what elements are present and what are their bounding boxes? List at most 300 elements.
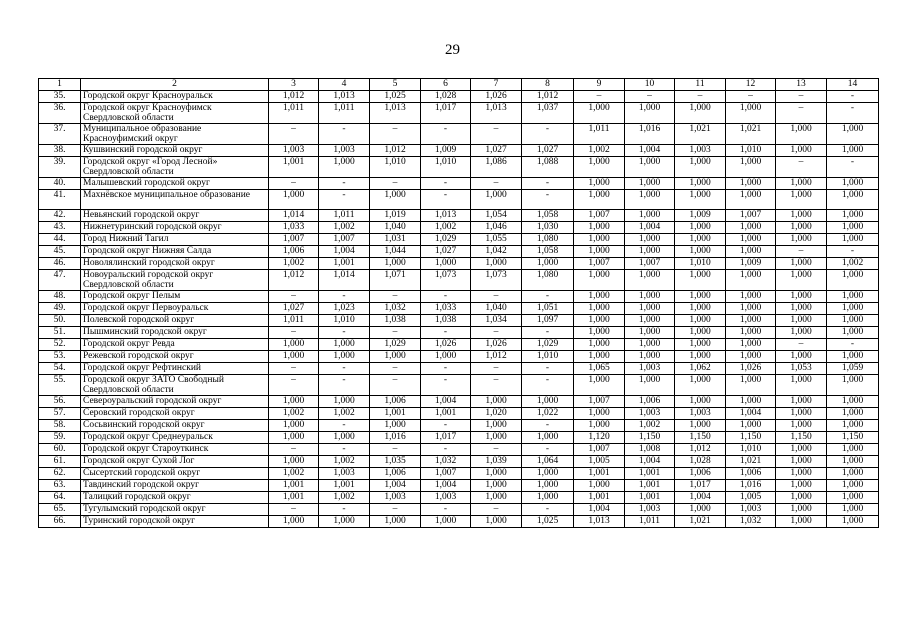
municipality-name: Городской округ Пелым (81, 291, 269, 303)
row-number: 53. (39, 351, 81, 363)
coefficient-cell: 1,000 (827, 480, 879, 492)
coefficient-cell: 1,080 (522, 270, 574, 291)
coefficient-cell: – (726, 91, 776, 103)
coefficient-cell: 1,000 (726, 396, 776, 408)
coefficient-cell: 1,000 (269, 190, 319, 210)
coefficient-cell: 1,003 (675, 145, 726, 157)
coefficient-cell: 1,000 (726, 351, 776, 363)
coefficient-cell: – (471, 363, 522, 375)
table-row (39, 339, 879, 351)
coefficient-cell: - (319, 291, 370, 303)
coefficient-cell: 1,000 (827, 396, 879, 408)
coefficient-cell: 1,033 (269, 222, 319, 234)
municipality-name: Режевской городской округ (81, 351, 269, 363)
coefficient-cell: – (269, 375, 319, 396)
municipality-name: Серовский городской округ (81, 408, 269, 420)
coefficient-cell: 1,026 (471, 339, 522, 351)
coefficient-cell: 1,000 (675, 103, 726, 124)
column-header: 7 (471, 79, 522, 91)
table-row (39, 91, 879, 103)
coefficient-cell: 1,000 (675, 315, 726, 327)
coefficient-cell: 1,150 (776, 432, 827, 444)
municipality-name: Сосьвинский городской округ (81, 420, 269, 432)
coefficient-cell: 1,097 (522, 315, 574, 327)
table-row (39, 396, 879, 408)
coefficient-cell: 1,000 (522, 480, 574, 492)
coefficient-cell: – (471, 124, 522, 145)
coefficient-cell: 1,000 (574, 222, 625, 234)
coefficient-cell: 1,058 (522, 210, 574, 222)
column-header: 8 (522, 79, 574, 91)
table-row (39, 432, 879, 444)
municipality-name: Тугулымский городской округ (81, 504, 269, 516)
coefficient-cell: 1,004 (319, 246, 370, 258)
table-row (39, 222, 879, 234)
coefficient-cell: 1,012 (269, 91, 319, 103)
coefficient-cell: 1,012 (522, 91, 574, 103)
coefficient-cell: 1,000 (827, 234, 879, 246)
coefficient-cell: 1,017 (421, 103, 471, 124)
coefficient-cell: 1,000 (675, 157, 726, 178)
coefficient-cell: 1,002 (269, 258, 319, 270)
coefficient-cell: 1,022 (522, 408, 574, 420)
coefficient-cell: 1,007 (726, 210, 776, 222)
coefficient-cell: 1,033 (421, 303, 471, 315)
coefficient-cell: 1,000 (625, 190, 675, 210)
coefficient-cell: - (421, 327, 471, 339)
coefficient-cell: 1,011 (269, 315, 319, 327)
coefficient-cell: 1,000 (726, 339, 776, 351)
coefficient-cell: 1,000 (574, 291, 625, 303)
coefficient-cell: 1,065 (574, 363, 625, 375)
coefficient-cell: 1,000 (776, 408, 827, 420)
row-number: 37. (39, 124, 81, 145)
coefficient-cell: 1,012 (471, 351, 522, 363)
table-row (39, 190, 879, 210)
coefficient-cell: 1,046 (471, 222, 522, 234)
coefficient-cell: 1,028 (675, 456, 726, 468)
coefficient-cell: 1,000 (726, 270, 776, 291)
coefficient-cell: – (574, 91, 625, 103)
municipality-name: Малышевский городской округ (81, 178, 269, 190)
coefficient-cell: 1,000 (776, 468, 827, 480)
coefficient-cell: – (776, 246, 827, 258)
coefficient-cell: 1,001 (421, 408, 471, 420)
coefficient-cell: 1,000 (574, 408, 625, 420)
municipality-name: Городской округ ЗАТО Свободный Свердловской области (81, 375, 269, 396)
table-row (39, 210, 879, 222)
table-header-row (39, 79, 879, 91)
coefficient-cell: 1,000 (574, 190, 625, 210)
coefficient-cell: 1,002 (827, 258, 879, 270)
coefficient-cell: 1,011 (625, 516, 675, 528)
table-row (39, 291, 879, 303)
coefficient-cell: 1,000 (319, 432, 370, 444)
coefficient-cell: 1,062 (675, 363, 726, 375)
coefficient-cell: 1,010 (675, 258, 726, 270)
coefficient-cell: 1,003 (319, 468, 370, 480)
coefficient-cell: 1,000 (675, 222, 726, 234)
coefficient-cell: 1,000 (522, 492, 574, 504)
coefficient-cell: 1,000 (675, 291, 726, 303)
coefficient-cell: 1,000 (625, 270, 675, 291)
coefficients-table (38, 78, 879, 528)
municipality-name: Городской округ Сухой Лог (81, 456, 269, 468)
coefficient-cell: 1,010 (726, 444, 776, 456)
coefficient-cell: 1,009 (726, 258, 776, 270)
coefficient-cell: 1,013 (370, 103, 421, 124)
municipality-name: Городской округ Среднеуральск (81, 432, 269, 444)
coefficient-cell: – (370, 124, 421, 145)
coefficient-cell: 1,006 (675, 468, 726, 480)
coefficient-cell: 1,016 (370, 432, 421, 444)
municipality-name: Нижнетуринский городской округ (81, 222, 269, 234)
coefficient-cell: 1,000 (675, 375, 726, 396)
coefficient-cell: 1,000 (574, 103, 625, 124)
row-number: 39. (39, 157, 81, 178)
coefficient-cell: 1,000 (574, 270, 625, 291)
coefficient-cell: 1,006 (269, 246, 319, 258)
coefficient-cell: 1,010 (319, 315, 370, 327)
coefficient-cell: 1,000 (675, 339, 726, 351)
coefficient-cell: 1,000 (471, 480, 522, 492)
coefficient-cell: – (776, 103, 827, 124)
column-header: 1 (39, 79, 81, 91)
coefficient-cell: 1,040 (370, 222, 421, 234)
coefficient-cell: 1,000 (625, 351, 675, 363)
coefficient-cell: 1,021 (675, 516, 726, 528)
coefficient-cell: 1,009 (421, 145, 471, 157)
coefficient-cell: 1,028 (421, 91, 471, 103)
coefficient-cell: – (471, 444, 522, 456)
municipality-name: Махнёвское муниципальное образование (81, 190, 269, 210)
coefficient-cell: 1,150 (675, 432, 726, 444)
coefficient-cell: 1,017 (675, 480, 726, 492)
table-row (39, 492, 879, 504)
coefficient-cell: 1,000 (269, 516, 319, 528)
column-header: 2 (81, 79, 269, 91)
coefficient-cell: 1,007 (574, 210, 625, 222)
coefficient-cell: 1,040 (471, 303, 522, 315)
row-number: 60. (39, 444, 81, 456)
coefficient-cell: – (370, 363, 421, 375)
coefficient-cell: 1,000 (776, 420, 827, 432)
coefficient-cell: 1,000 (574, 178, 625, 190)
coefficient-cell: 1,000 (625, 157, 675, 178)
coefficient-cell: – (370, 178, 421, 190)
coefficient-cell: 1,000 (471, 190, 522, 210)
table-row (39, 303, 879, 315)
coefficient-cell: 1,000 (776, 258, 827, 270)
coefficient-cell: 1,010 (522, 351, 574, 363)
coefficient-cell: 1,021 (726, 456, 776, 468)
coefficient-cell: 1,073 (471, 270, 522, 291)
coefficient-cell: 1,000 (319, 516, 370, 528)
coefficient-cell: 1,071 (370, 270, 421, 291)
coefficient-cell: – (776, 91, 827, 103)
municipality-name: Талицкий городской округ (81, 492, 269, 504)
coefficient-cell: 1,000 (370, 351, 421, 363)
coefficient-cell: 1,000 (726, 234, 776, 246)
table-row (39, 351, 879, 363)
coefficient-cell: 1,002 (574, 145, 625, 157)
coefficient-cell: 1,001 (574, 468, 625, 480)
row-number: 59. (39, 432, 81, 444)
row-number: 63. (39, 480, 81, 492)
coefficient-cell: 1,012 (370, 145, 421, 157)
coefficient-cell: 1,000 (726, 375, 776, 396)
coefficient-cell: 1,000 (421, 351, 471, 363)
coefficient-cell: 1,000 (675, 396, 726, 408)
municipality-name: Невьянский городской округ (81, 210, 269, 222)
coefficient-cell: – (471, 504, 522, 516)
coefficient-cell: 1,002 (421, 222, 471, 234)
coefficient-cell: 1,059 (827, 363, 879, 375)
coefficient-cell: 1,000 (726, 222, 776, 234)
table-row (39, 234, 879, 246)
municipality-name: Городской округ Ревда (81, 339, 269, 351)
row-number: 48. (39, 291, 81, 303)
coefficient-cell: 1,000 (827, 145, 879, 157)
coefficient-cell: 1,001 (574, 492, 625, 504)
coefficient-cell: 1,044 (370, 246, 421, 258)
coefficient-cell: - (421, 124, 471, 145)
coefficient-cell: – (370, 504, 421, 516)
coefficient-cell: 1,000 (522, 468, 574, 480)
coefficient-cell: 1,017 (421, 432, 471, 444)
coefficient-cell: 1,025 (370, 91, 421, 103)
coefficient-cell: 1,011 (319, 103, 370, 124)
municipality-name: Городской округ Староуткинск (81, 444, 269, 456)
table-row (39, 327, 879, 339)
row-number: 36. (39, 103, 81, 124)
coefficient-cell: 1,000 (471, 468, 522, 480)
coefficient-cell: 1,001 (269, 480, 319, 492)
coefficient-cell: 1,002 (319, 492, 370, 504)
coefficient-cell: 1,026 (471, 91, 522, 103)
coefficient-cell: 1,012 (675, 444, 726, 456)
coefficient-cell: 1,000 (574, 315, 625, 327)
coefficient-cell: 1,002 (319, 456, 370, 468)
municipality-name: Североуральский городской округ (81, 396, 269, 408)
coefficient-cell: 1,004 (421, 396, 471, 408)
coefficient-cell: 1,000 (776, 456, 827, 468)
municipality-name: Городской округ Рефтинский (81, 363, 269, 375)
column-header: 11 (675, 79, 726, 91)
column-header: 13 (776, 79, 827, 91)
coefficient-cell: 1,014 (319, 270, 370, 291)
coefficient-cell: 1,000 (827, 315, 879, 327)
row-number: 57. (39, 408, 81, 420)
coefficient-cell: 1,003 (421, 492, 471, 504)
coefficient-cell: 1,016 (625, 124, 675, 145)
coefficient-cell: 1,038 (421, 315, 471, 327)
coefficient-cell: 1,001 (319, 258, 370, 270)
coefficient-cell: 1,000 (726, 103, 776, 124)
coefficient-cell: 1,000 (675, 178, 726, 190)
coefficient-cell: 1,037 (522, 103, 574, 124)
coefficient-cell: - (522, 327, 574, 339)
coefficient-cell: 1,006 (625, 396, 675, 408)
coefficient-cell: 1,003 (625, 504, 675, 516)
coefficient-cell: 1,031 (370, 234, 421, 246)
coefficient-cell: 1,001 (625, 468, 675, 480)
row-number: 41. (39, 190, 81, 210)
page-number: 29 (445, 42, 460, 58)
table-row (39, 480, 879, 492)
coefficient-cell: 1,000 (319, 396, 370, 408)
coefficient-cell: - (421, 375, 471, 396)
coefficient-cell: - (421, 444, 471, 456)
coefficient-cell: 1,000 (625, 234, 675, 246)
coefficient-cell: 1,000 (269, 456, 319, 468)
coefficient-cell: 1,000 (827, 303, 879, 315)
coefficient-cell: 1,003 (269, 145, 319, 157)
coefficient-cell: 1,009 (675, 210, 726, 222)
coefficient-cell: - (421, 291, 471, 303)
coefficient-cell: 1,021 (675, 124, 726, 145)
coefficient-cell: 1,053 (776, 363, 827, 375)
coefficient-cell: - (522, 124, 574, 145)
coefficient-cell: 1,000 (827, 504, 879, 516)
coefficient-cell: – (625, 91, 675, 103)
coefficient-cell: 1,000 (726, 420, 776, 432)
row-number: 61. (39, 456, 81, 468)
row-number: 50. (39, 315, 81, 327)
coefficient-cell: – (269, 444, 319, 456)
coefficient-cell: 1,000 (370, 516, 421, 528)
coefficient-cell: 1,007 (421, 468, 471, 480)
coefficient-cell: - (319, 375, 370, 396)
coefficient-cell: 1,000 (625, 103, 675, 124)
municipality-name: Полевской городской округ (81, 315, 269, 327)
table-row (39, 408, 879, 420)
coefficient-cell: 1,000 (625, 375, 675, 396)
coefficient-cell: - (522, 504, 574, 516)
coefficient-cell: 1,003 (625, 363, 675, 375)
coefficient-cell: - (421, 190, 471, 210)
coefficient-cell: 1,003 (370, 492, 421, 504)
table-row (39, 516, 879, 528)
coefficient-cell: 1,000 (776, 396, 827, 408)
coefficient-cell: 1,007 (574, 396, 625, 408)
coefficient-cell: 1,010 (421, 157, 471, 178)
table-row (39, 258, 879, 270)
municipality-name: Городской округ Первоуральск (81, 303, 269, 315)
coefficient-cell: 1,000 (522, 396, 574, 408)
coefficient-cell: 1,027 (471, 145, 522, 157)
coefficient-cell: 1,054 (471, 210, 522, 222)
column-header: 12 (726, 79, 776, 91)
coefficient-cell: 1,027 (522, 145, 574, 157)
coefficient-cell: 1,000 (471, 258, 522, 270)
coefficient-cell: 1,064 (522, 456, 574, 468)
coefficient-cell: – (776, 339, 827, 351)
coefficient-cell: - (319, 178, 370, 190)
coefficient-cell: 1,000 (625, 315, 675, 327)
coefficient-cell: 1,000 (471, 432, 522, 444)
coefficient-cell: 1,000 (776, 516, 827, 528)
coefficient-cell: 1,000 (726, 178, 776, 190)
table-row (39, 504, 879, 516)
table-row (39, 363, 879, 375)
coefficient-cell: 1,000 (574, 480, 625, 492)
coefficient-cell: 1,003 (726, 504, 776, 516)
coefficient-cell: 1,000 (574, 351, 625, 363)
coefficient-cell: 1,025 (522, 516, 574, 528)
coefficient-cell: 1,001 (625, 492, 675, 504)
column-header: 3 (269, 79, 319, 91)
coefficient-cell: 1,000 (574, 375, 625, 396)
row-number: 51. (39, 327, 81, 339)
row-number: 35. (39, 91, 81, 103)
coefficient-cell: 1,000 (574, 157, 625, 178)
coefficient-cell: 1,000 (522, 432, 574, 444)
coefficient-cell: 1,007 (574, 444, 625, 456)
municipality-name: Городской округ Нижняя Салда (81, 246, 269, 258)
coefficient-cell: 1,000 (827, 270, 879, 291)
coefficient-cell: 1,000 (625, 246, 675, 258)
coefficient-cell: 1,004 (726, 408, 776, 420)
coefficient-cell: 1,000 (776, 178, 827, 190)
coefficient-cell: 1,011 (269, 103, 319, 124)
coefficient-cell: 1,038 (370, 315, 421, 327)
coefficient-cell: 1,000 (827, 408, 879, 420)
municipality-name: Городской округ Красноуральск (81, 91, 269, 103)
coefficient-cell: 1,026 (421, 339, 471, 351)
coefficient-cell: 1,020 (471, 408, 522, 420)
coefficient-cell: - (421, 504, 471, 516)
coefficient-cell: 1,000 (421, 258, 471, 270)
table-row (39, 124, 879, 145)
coefficient-cell: 1,000 (726, 157, 776, 178)
coefficient-cell: 1,029 (370, 339, 421, 351)
column-header: 6 (421, 79, 471, 91)
coefficient-cell: 1,004 (625, 222, 675, 234)
row-number: 55. (39, 375, 81, 396)
coefficient-cell: 1,000 (726, 246, 776, 258)
coefficient-cell: 1,073 (421, 270, 471, 291)
coefficient-cell: - (827, 157, 879, 178)
coefficient-cell: – (471, 375, 522, 396)
coefficient-cell: 1,000 (726, 327, 776, 339)
coefficient-cell: – (269, 291, 319, 303)
coefficient-cell: 1,032 (370, 303, 421, 315)
table-row (39, 444, 879, 456)
coefficient-cell: 1,000 (827, 468, 879, 480)
coefficient-cell: - (522, 444, 574, 456)
coefficient-cell: 1,000 (827, 492, 879, 504)
coefficient-cell: - (522, 291, 574, 303)
coefficient-cell: 1,000 (776, 210, 827, 222)
coefficient-cell: 1,004 (625, 145, 675, 157)
coefficient-cell: 1,027 (421, 246, 471, 258)
coefficient-cell: 1,000 (471, 396, 522, 408)
coefficient-cell: 1,000 (776, 234, 827, 246)
municipality-name: Городской округ Красноуфимск Свердловской области (81, 103, 269, 124)
coefficient-cell: 1,000 (776, 270, 827, 291)
coefficient-cell: 1,000 (625, 178, 675, 190)
coefficient-cell: - (827, 91, 879, 103)
coefficient-cell: 1,027 (269, 303, 319, 315)
table-row (39, 145, 879, 157)
coefficient-cell: 1,006 (370, 468, 421, 480)
coefficient-cell: 1,001 (269, 492, 319, 504)
coefficient-cell: - (319, 363, 370, 375)
table-row (39, 456, 879, 468)
coefficient-cell: 1,013 (471, 103, 522, 124)
municipality-name: Сысертский городской округ (81, 468, 269, 480)
